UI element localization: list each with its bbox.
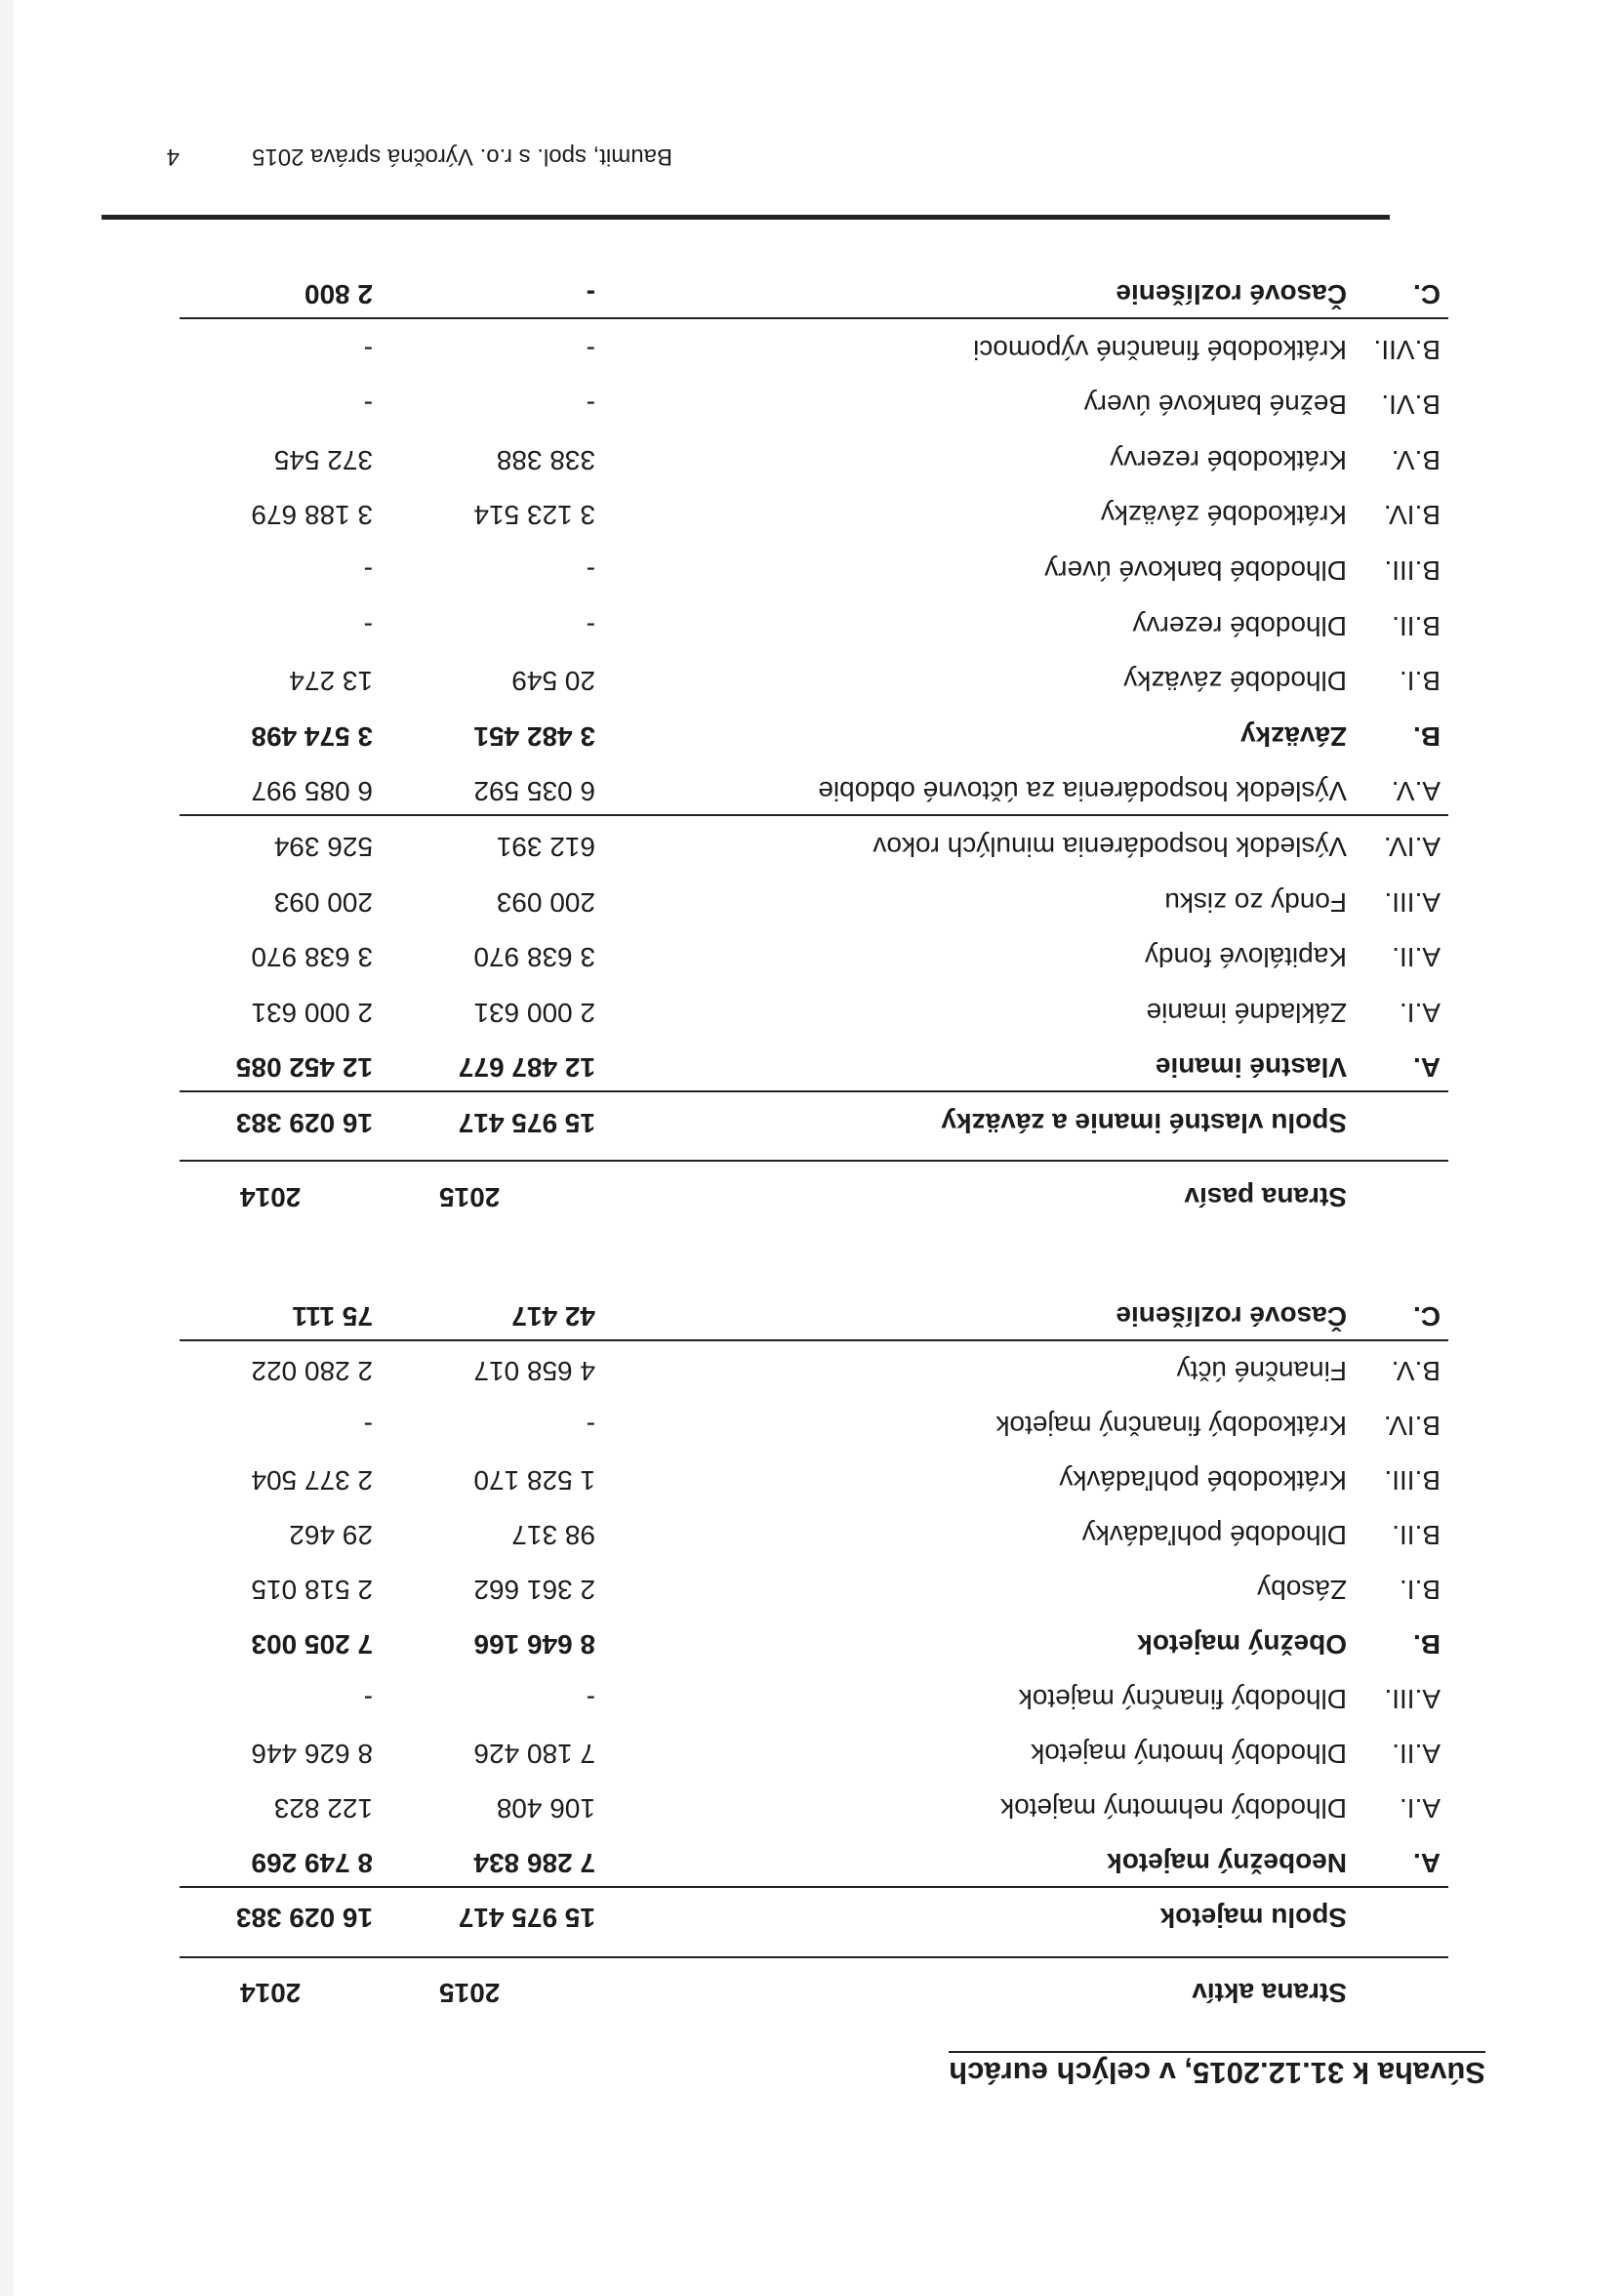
row-value-2014: 526 394 <box>273 832 373 862</box>
row-value-2014: 8 749 269 <box>251 1848 373 1878</box>
row-value-2014: 7 205 003 <box>251 1629 373 1660</box>
pasiva-header-2015: 2015 <box>439 1182 501 1212</box>
row-value-2015: 15 975 417 <box>458 1903 595 1933</box>
row-label: Dlhodobé záväzky <box>1123 666 1347 697</box>
row-value-2014: - <box>363 555 373 586</box>
section-rule <box>180 1886 1448 1888</box>
row-label: Základné imanie <box>1146 997 1347 1028</box>
row-value-2015: 3 123 514 <box>473 500 595 531</box>
row-value-2015: 2 361 662 <box>473 1575 595 1605</box>
pasiva-header-2014: 2014 <box>240 1182 302 1212</box>
row-value-2015: - <box>586 555 595 586</box>
row-code: B. <box>1413 1629 1441 1660</box>
row-value-2015: 106 408 <box>496 1793 595 1824</box>
footer-rule <box>102 215 1390 220</box>
row-value-2015: - <box>586 390 595 421</box>
row-code: B.IV. <box>1383 500 1441 531</box>
aktiva-header-label: Strana aktív <box>1192 1978 1347 2008</box>
aktiva-header-2014: 2014 <box>240 1978 302 2008</box>
row-value-2014: 3 188 679 <box>251 500 373 531</box>
row-code: B.I. <box>1399 666 1441 697</box>
row-code: B.IV. <box>1383 1411 1441 1441</box>
row-value-2014: - <box>363 390 373 421</box>
row-value-2015: 338 388 <box>496 444 595 475</box>
row-code: A. <box>1413 1848 1441 1878</box>
section-rule <box>180 1090 1448 1092</box>
row-label: Bežné bankové úvery <box>1083 390 1347 421</box>
row-code: C. <box>1413 1301 1441 1332</box>
row-label: Fondy zo zisku <box>1164 886 1347 918</box>
row-label: Zásoby <box>1257 1575 1347 1605</box>
row-label: Výsledok hospodárenia za účtovné obdobie <box>818 776 1347 807</box>
row-code: A.III. <box>1384 1684 1441 1714</box>
footer-text: Baumit, spol. s r.o. Výročná správa 2015 <box>252 144 672 170</box>
row-value-2015: 7 180 426 <box>473 1739 595 1769</box>
section-rule <box>180 1339 1448 1341</box>
row-code: B.II. <box>1392 1520 1441 1550</box>
row-value-2015: 12 487 677 <box>458 1052 595 1084</box>
row-code: A.II. <box>1392 1739 1441 1769</box>
row-value-2014: - <box>363 1684 373 1714</box>
row-value-2015: 6 035 592 <box>473 776 595 807</box>
row-label: Dlhodobé pohľadávky <box>1081 1520 1347 1550</box>
row-code: A.II. <box>1392 942 1441 973</box>
row-value-2014: - <box>363 334 373 365</box>
row-value-2015: - <box>586 334 595 365</box>
row-label: Dlhodobý nehmotný majetok <box>1000 1793 1347 1824</box>
row-value-2015: 1 528 170 <box>473 1465 595 1496</box>
row-label: Spolu majetok <box>1159 1903 1347 1933</box>
row-value-2014: 2 280 022 <box>251 1356 373 1386</box>
row-value-2014: 372 545 <box>273 444 373 475</box>
row-code: B.VI. <box>1381 390 1441 421</box>
row-value-2014: - <box>363 610 373 641</box>
row-label: Krátkodobý finančný majetok <box>995 1411 1347 1441</box>
row-value-2015: 7 286 834 <box>473 1848 595 1878</box>
row-value-2015: 2 000 631 <box>473 997 595 1028</box>
row-code: B.VII. <box>1373 334 1441 365</box>
row-value-2014: 75 111 <box>292 1301 373 1332</box>
row-label: Krátkodobé rezervy <box>1110 444 1347 475</box>
row-label: Obežný majetok <box>1137 1629 1347 1660</box>
row-code: A.I. <box>1399 997 1441 1028</box>
row-value-2014: 29 462 <box>289 1520 373 1550</box>
row-value-2014: 3 638 970 <box>251 942 373 973</box>
row-code: B. <box>1413 720 1441 752</box>
row-value-2015: - <box>586 610 595 641</box>
row-value-2014: 6 085 997 <box>251 776 373 807</box>
row-value-2015: 8 646 166 <box>473 1629 595 1660</box>
row-value-2014: 2 000 631 <box>251 997 373 1028</box>
row-code: B.I. <box>1399 1575 1441 1605</box>
pasiva-header-rule <box>180 1160 1448 1162</box>
row-code: A.V. <box>1391 776 1441 807</box>
row-code: B.V. <box>1391 444 1441 475</box>
row-value-2015: 98 317 <box>511 1520 595 1550</box>
row-code: A.III. <box>1384 886 1441 918</box>
row-code: A. <box>1413 1052 1441 1084</box>
row-value-2015: - <box>586 1411 595 1441</box>
row-value-2014: 16 029 383 <box>235 1903 373 1933</box>
row-value-2014: - <box>363 1411 373 1441</box>
row-label: Krátkodobé finančné výpomoci <box>973 334 1347 365</box>
aktiva-header-rule <box>180 1956 1448 1958</box>
row-value-2014: 200 093 <box>273 886 373 918</box>
row-label: Časové rozlíšenie <box>1116 279 1347 309</box>
page-title: Súvaha k 31.12.2015, v celých eurách <box>949 2051 1485 2090</box>
aktiva-header-2015: 2015 <box>439 1978 501 2008</box>
row-code: B.III. <box>1384 1465 1441 1496</box>
row-code: B.V. <box>1391 1356 1441 1386</box>
row-label: Dlhodobý hmotný majetok <box>1031 1739 1347 1769</box>
row-code: A.IV. <box>1383 832 1441 862</box>
row-value-2015: - <box>586 279 595 309</box>
row-label: Krátkodobé záväzky <box>1100 500 1347 531</box>
row-value-2014: 3 574 498 <box>251 720 373 752</box>
row-value-2014: 8 626 446 <box>251 1739 373 1769</box>
row-value-2015: 42 417 <box>511 1301 595 1332</box>
section-rule <box>180 317 1448 319</box>
row-label: Výsledok hospodárenia minulých rokov <box>873 832 1347 862</box>
section-rule <box>180 814 1448 816</box>
row-label: Kapitálové fondy <box>1144 942 1347 973</box>
row-value-2014: 2 518 015 <box>251 1575 373 1605</box>
row-value-2014: 16 029 383 <box>235 1108 373 1138</box>
row-value-2015: 4 658 017 <box>473 1356 595 1386</box>
row-label: Krátkodobé pohľadávky <box>1059 1465 1347 1496</box>
pasiva-header-label: Strana pasív <box>1184 1182 1347 1212</box>
row-value-2014: 122 823 <box>273 1793 373 1824</box>
row-label: Dlhodobý finančný majetok <box>1018 1684 1347 1714</box>
row-value-2014: 2 800 <box>304 279 373 309</box>
row-value-2015: - <box>586 1684 595 1714</box>
row-value-2015: 3 638 970 <box>473 942 595 973</box>
row-value-2015: 3 482 451 <box>473 720 595 752</box>
row-label: Finančné účty <box>1176 1356 1347 1386</box>
row-value-2015: 20 549 <box>511 666 595 697</box>
row-label: Dlhodobé bankové úvery <box>1044 555 1347 586</box>
row-label: Neobežný majetok <box>1107 1848 1347 1878</box>
footer-page-number: 4 <box>166 144 180 170</box>
row-code: A.I. <box>1399 1793 1441 1824</box>
row-value-2014: 12 452 085 <box>235 1052 373 1084</box>
row-value-2015: 200 093 <box>496 886 595 918</box>
row-code: B.III. <box>1384 555 1441 586</box>
row-label: Spolu vlastné imanie a záväzky <box>941 1108 1347 1138</box>
row-label: Vlastné imanie <box>1155 1052 1347 1084</box>
row-label: Časové rozlíšenie <box>1116 1301 1347 1332</box>
row-code: B.II. <box>1392 610 1441 641</box>
row-label: Záväzky <box>1240 720 1347 752</box>
row-label: Dlhodobé rezervy <box>1132 610 1347 641</box>
row-code: C. <box>1413 279 1441 309</box>
row-value-2015: 15 975 417 <box>458 1108 595 1138</box>
row-value-2015: 612 391 <box>496 832 595 862</box>
row-value-2014: 2 377 504 <box>251 1465 373 1496</box>
row-value-2014: 13 274 <box>289 666 373 697</box>
